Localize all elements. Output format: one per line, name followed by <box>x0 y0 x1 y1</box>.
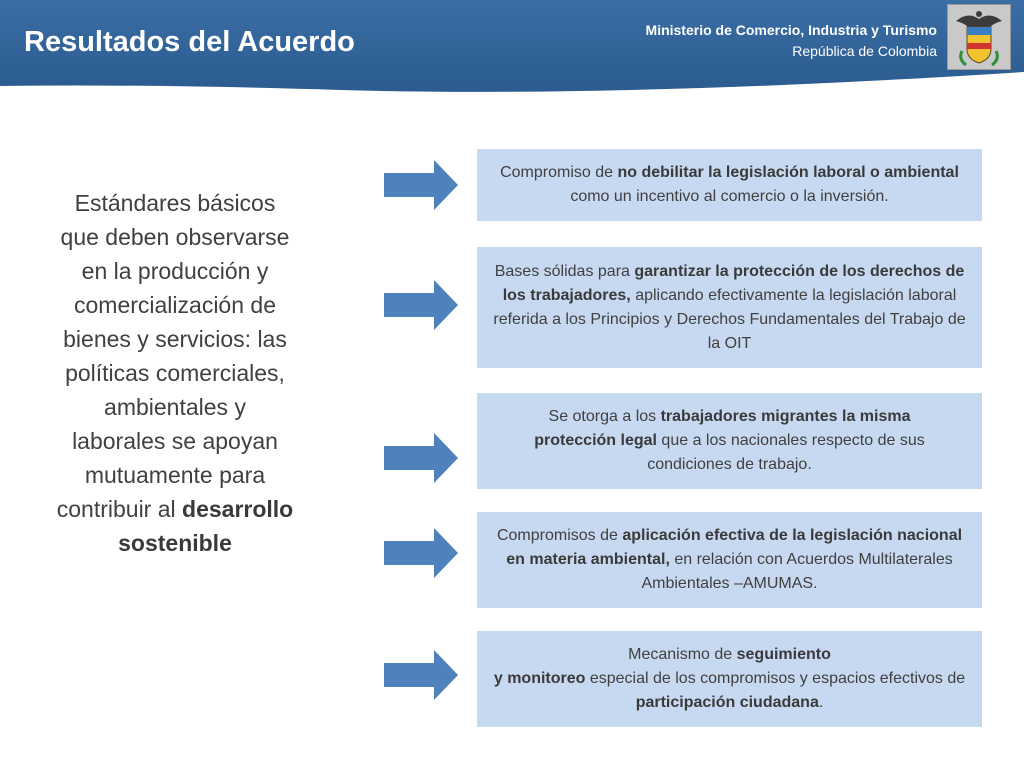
coat-of-arms-icon <box>947 4 1011 70</box>
arrow-right-icon <box>384 280 458 330</box>
ministry-name: Ministerio de Comercio, Industria y Turismo <box>645 22 937 38</box>
ministry-block <box>646 20 937 62</box>
intro-text: Estándares básicos que deben observarse en la producción y comercialización de bienes y servicios: las políticas comerciales, ambientales y laborales se apoyan mutuamente para contribuir al <box>56 190 290 522</box>
country-name: República de Colombia <box>792 43 937 59</box>
result-text: Compromisos de aplicación efectiva de la legislación nacional en materia ambiental, en relación con Acuerdos Multilaterales Ambientales –AMUMAS. <box>496 527 963 592</box>
result-box-2 <box>477 247 982 368</box>
result-box-5 <box>477 631 982 727</box>
result-box-3 <box>477 393 982 489</box>
result-text: Mecanismo de seguimiento y monitoreo especial de los compromisos y espacios efectivos de participación ciudadana. <box>493 646 966 711</box>
arrow-right-icon <box>384 160 458 210</box>
page-title: Resultados del Acuerdo <box>24 26 355 58</box>
result-box-1 <box>477 149 982 221</box>
intro-bold: desarrollo sostenible <box>118 496 294 556</box>
arrow-right-icon <box>384 528 458 578</box>
arrow-right-icon <box>384 650 458 700</box>
header-banner <box>0 0 1024 100</box>
result-text: Bases sólidas para garantizar la protección de los derechos de los trabajadores, aplicando efectivamente la legislación laboral referida a los Principios y Derechos Fundamentales del Trabajo de la OIT <box>493 262 966 352</box>
intro-paragraph <box>56 186 294 560</box>
arrow-right-icon <box>384 433 458 483</box>
result-box-4 <box>477 512 982 608</box>
result-text: Se otorga a los trabajadores migrantes la misma protección legal que a los nacionales respecto de sus condiciones de trabajo. <box>534 408 925 473</box>
result-text: Compromiso de no debilitar la legislación laboral o ambiental como un incentivo al comercio o la inversión. <box>500 164 959 205</box>
